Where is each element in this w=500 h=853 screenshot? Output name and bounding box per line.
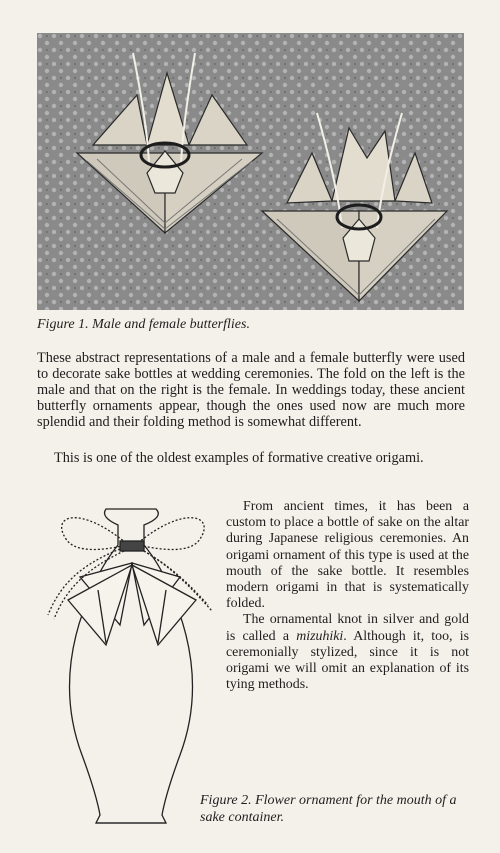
figure-2-caption: Figure 2. Flower ornament for the mouth of a sake container. — [200, 793, 457, 825]
paragraph-oldest-example: This is one of the oldest examples of formative creative origami. — [54, 450, 424, 466]
mizuhiki-text-after: . Although it, too, is ceremonially stylized, since it is not origami we will omit an explanation of its tying methods. — [226, 628, 469, 693]
paragraph-butterflies: These abstract representations of a male and a female butterfly were used to decorate sake bottles at wedding ceremonies. The fold on the left is the male and that on the right is the female. In weddings today, these ancient butterfly ornaments appear, though the ones used now are much more splendid and their folding method is somewhat different. — [37, 350, 465, 430]
mizuhiki-text-before: The ornamental knot in silver and gold is called a — [226, 612, 469, 644]
butterflies-photo — [37, 33, 464, 310]
mizuhiki-term: mizuhiki — [296, 628, 344, 644]
right-column-text — [226, 499, 469, 693]
figure-1-caption: Figure 1. Male and female butterflies. — [37, 317, 250, 332]
paragraph-mizuhiki — [226, 612, 469, 693]
paragraph-sake-custom: From ancient times, it has been a custom to place a bottle of sake on the altar during Japanese religious ceremonies. An origami ornament of this type is used at the mouth of the sake bottle. It resembles modern origami in that is systematically folded. — [226, 499, 469, 612]
